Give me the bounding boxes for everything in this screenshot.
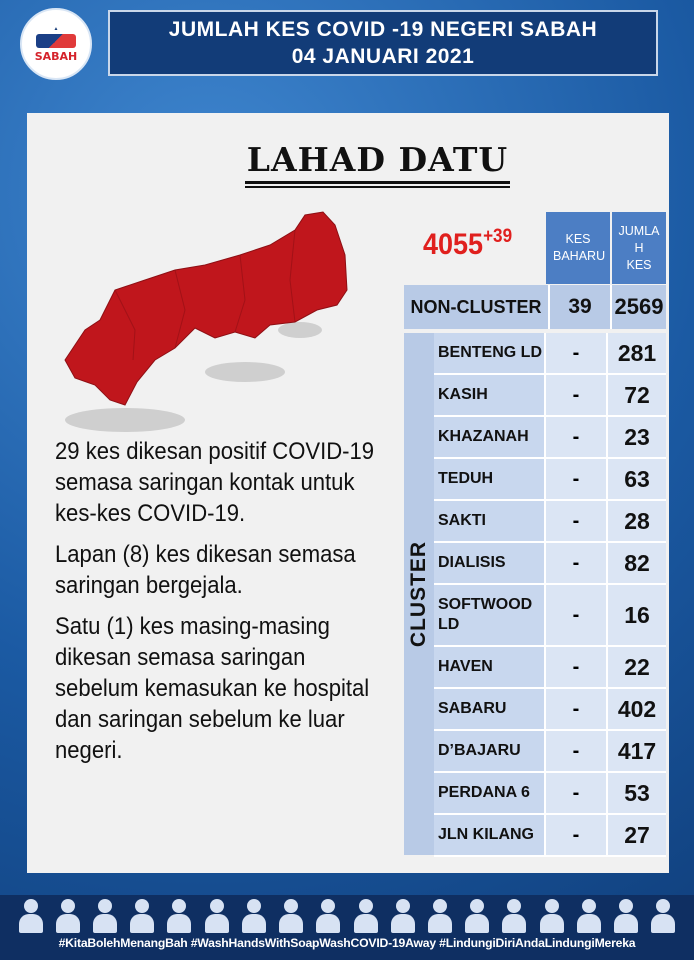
person-icon [165, 899, 193, 933]
cluster-new-cases: - [546, 501, 608, 541]
person-icon [277, 899, 305, 933]
cluster-total-cases: 63 [608, 459, 666, 499]
cluster-name: KHAZANAH [434, 417, 546, 457]
person-icon [203, 899, 231, 933]
cluster-name: HAVEN [434, 647, 546, 687]
cluster-row [434, 375, 666, 417]
cluster-row [434, 731, 666, 773]
cluster-row [434, 333, 666, 375]
map-shadow-island-2 [278, 322, 322, 338]
cluster-label: CLUSTER [407, 540, 431, 648]
cluster-name: TEDUH [434, 459, 546, 499]
cluster-new-cases: - [546, 815, 608, 855]
description [55, 436, 377, 776]
cluster-new-cases: - [546, 647, 608, 687]
cluster-new-cases: - [546, 543, 608, 583]
cluster-total-cases: 72 [608, 375, 666, 415]
total-cases-value: 4055 [423, 228, 484, 261]
cluster-name: PERDANA 6 [434, 773, 546, 813]
cluster-new-cases: - [546, 689, 608, 729]
header-total-line3: KES [626, 257, 652, 272]
logo-emblem-text: ▲ [53, 25, 59, 32]
district-map [55, 210, 355, 440]
cluster-total-cases: 82 [608, 543, 666, 583]
total-cases [423, 226, 512, 262]
footer-hashtags: #KitaBolehMenangBah #WashHandsWithSoapWashCOVID-19Away #LindungiDiriAndaLindungiMereka [58, 936, 636, 950]
map-shadow [65, 408, 185, 432]
person-icon [538, 899, 566, 933]
description-para-3: Satu (1) kes masing-masing dikesan semasa saringan sebelum kemasukan ke hospital dan saringan sebelum ke luar negeri. [55, 613, 370, 764]
cluster-name: JLN KILANG [434, 815, 546, 855]
person-icon [128, 899, 156, 933]
person-icon [463, 899, 491, 933]
cluster-total-cases: 16 [608, 585, 666, 645]
person-icon [352, 899, 380, 933]
person-icon [91, 899, 119, 933]
cluster-new-cases: - [546, 731, 608, 771]
cluster-name: BENTENG LD [434, 333, 546, 373]
cluster-row [434, 417, 666, 459]
logo-name: SABAH [34, 49, 78, 63]
page-header [108, 10, 658, 76]
cluster-total-cases: 417 [608, 731, 666, 771]
district-title: LAHAD DATU [245, 140, 510, 184]
cluster-total-cases: 28 [608, 501, 666, 541]
cluster-name: SOFTWOOD LD [434, 585, 546, 645]
header-new-cases [546, 212, 610, 284]
cluster-total-cases: 22 [608, 647, 666, 687]
cluster-total-cases: 281 [608, 333, 666, 373]
person-icon [500, 899, 528, 933]
cluster-name: SAKTI [434, 501, 546, 541]
person-icon [54, 899, 82, 933]
cluster-name: SABARU [434, 689, 546, 729]
cluster-row [434, 585, 666, 647]
person-icon [389, 899, 417, 933]
map-shadow-island [205, 362, 285, 382]
cluster-row [434, 689, 666, 731]
header-date: 04 JANUARI 2021 [291, 45, 475, 68]
person-icon [612, 899, 640, 933]
cluster-name: D’BAJARU [434, 731, 546, 771]
cluster-new-cases: - [546, 417, 608, 457]
cluster-row [434, 543, 666, 585]
cluster-row [434, 459, 666, 501]
cluster-total-cases: 27 [608, 815, 666, 855]
person-icon [314, 899, 342, 933]
person-icon [426, 899, 454, 933]
cluster-row [434, 773, 666, 815]
cluster-total-cases: 53 [608, 773, 666, 813]
non-cluster-label: NON-CLUSTER [404, 285, 548, 329]
sabah-logo [20, 8, 92, 80]
description-para-1: 29 kes dikesan positif COVID-19 semasa saringan kontak untuk kes-kes COVID-19. [55, 438, 375, 527]
header-total-line2: H [634, 240, 644, 255]
person-icon [649, 899, 677, 933]
person-icon [240, 899, 268, 933]
cluster-new-cases: - [546, 375, 608, 415]
cluster-total-cases: 402 [608, 689, 666, 729]
total-new-cases: +39 [483, 226, 513, 247]
non-cluster-total: 2569 [610, 285, 666, 329]
cluster-table [434, 333, 666, 857]
cluster-total-cases: 23 [608, 417, 666, 457]
header-total-cases [612, 212, 666, 284]
person-icon [17, 899, 45, 933]
cluster-row [434, 501, 666, 543]
cluster-name: KASIH [434, 375, 546, 415]
header-total-line1: JUMLA [618, 223, 660, 238]
non-cluster-new: 39 [548, 285, 610, 329]
cluster-new-cases: - [546, 773, 608, 813]
cluster-name: DIALISIS [434, 543, 546, 583]
cluster-row [434, 647, 666, 689]
footer-icons [12, 899, 682, 935]
header-title: JUMLAH KES COVID -19 NEGERI SABAH [168, 18, 598, 41]
cluster-row [434, 815, 666, 857]
non-cluster-row [404, 285, 666, 329]
cluster-new-cases: - [546, 585, 608, 645]
logo-emblem [36, 34, 76, 48]
person-icon [575, 899, 603, 933]
lahad-datu-map-shape [65, 212, 347, 405]
description-para-2: Lapan (8) kes dikesan semasa saringan bergejala. [55, 541, 356, 599]
cluster-label-column [404, 333, 434, 855]
cluster-new-cases: - [546, 333, 608, 373]
cluster-new-cases: - [546, 459, 608, 499]
header-new-cases-label: KES BAHARU [553, 232, 606, 263]
